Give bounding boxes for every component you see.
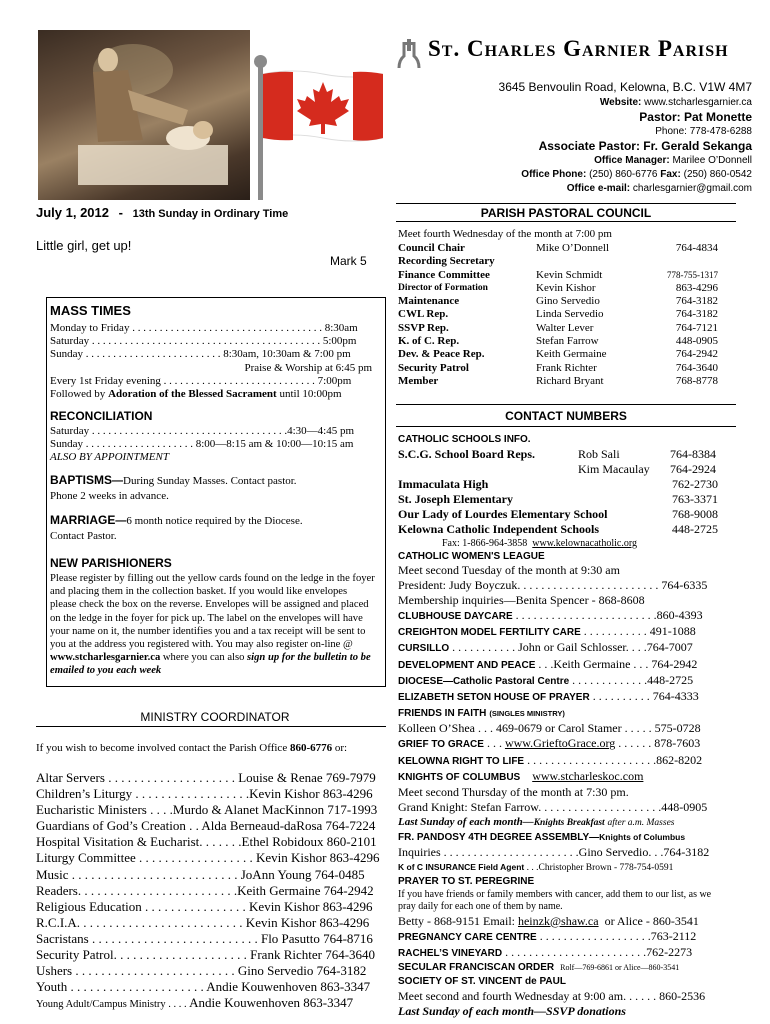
- grief-label: GRIEF TO GRACE: [398, 739, 484, 751]
- council-phone: 778-755-1317: [667, 269, 718, 280]
- cursillo-label: CURSILLO: [398, 643, 450, 655]
- cwl-membership: Membership inquiries—Benita Spencer - 868-8608: [398, 593, 645, 607]
- school-name: Kelowna Catholic Independent Schools: [398, 522, 600, 536]
- devpeace-row: [398, 657, 728, 673]
- email-link[interactable]: charlesgarnier@gmail.com: [632, 183, 752, 194]
- office-phone-line: [521, 169, 752, 180]
- pregnancy-phone: . . . . . . . . . . . . . . . . . . .763-2112: [536, 928, 697, 943]
- faith-row: [398, 705, 728, 721]
- office-manager-name: Marilee O’Donnell: [672, 155, 752, 166]
- secular-row: [398, 961, 728, 975]
- parishioners-site-link[interactable]: www.stcharlesgarnier.ca: [50, 652, 161, 664]
- council-name: [536, 255, 656, 268]
- mass-times-list: [50, 322, 372, 401]
- devpeace-label: DEVELOPMENT AND PEACE: [398, 659, 536, 671]
- ministry-intro: [36, 742, 347, 754]
- marriage-dash: —: [115, 515, 127, 527]
- mass-row-weekday: Monday to Friday . . . . . . . . . . . . . . . . . . . . . . . . . . . . . . . . . . . 8:30am: [50, 322, 358, 334]
- office-manager-label: Office Manager:: [594, 155, 670, 166]
- grief-site-link[interactable]: www.GrieftoGrace.org: [504, 736, 616, 751]
- pandosy-inquiries: Inquiries . . . . . . . . . . . . . . . . . . . . . . .Gino Servedio. . .764-3182: [398, 845, 710, 860]
- baptisms-dash: —: [112, 475, 124, 487]
- council-name: Frank Richter: [536, 361, 597, 374]
- peregrine-alice: or Alice - 860-3541: [604, 913, 699, 928]
- new-parishioners-title: NEW PARISHIONERS: [50, 556, 172, 570]
- mass-row-saturday: Saturday . . . . . . . . . . . . . . . . . . . . . . . . . . . . . . . . . . . . . . . . . . 5:00pm: [50, 335, 357, 348]
- school-name: Immaculata High: [398, 477, 489, 491]
- adoration-label: Adoration of the Blessed Sacrament: [108, 388, 277, 401]
- email-label: Office e-mail:: [566, 183, 631, 194]
- scg1-name: Rob Sali: [578, 447, 620, 461]
- council-role: Recording Secretary: [398, 255, 495, 268]
- school-name: St. Joseph Elementary: [398, 492, 513, 506]
- council-row: [398, 269, 718, 282]
- kofc-breakfast: [398, 815, 728, 830]
- marriage-text2: Contact Pastor.: [50, 530, 117, 542]
- adoration-pre: Followed by: [50, 388, 106, 401]
- council-rule: [396, 221, 736, 222]
- pastor-label: Pastor:: [639, 110, 681, 124]
- kofc-last-sunday: Last Sunday of each month—: [398, 816, 534, 829]
- peregrine-heading: PRAYER TO ST. PEREGRINE: [398, 875, 535, 887]
- ministry-row: Guardians of God’s Creation . . Alda Berneaud-daRosa 764-7224: [36, 818, 376, 834]
- kofc-label: KNIGHTS OF COLUMBUS: [398, 771, 521, 783]
- pastor-line: [639, 110, 752, 124]
- council-role: Finance Committee: [398, 268, 490, 281]
- council-phone: 764-3640: [675, 361, 718, 374]
- council-row: [398, 308, 718, 321]
- ministry-divider: [36, 726, 386, 727]
- secular-label: SECULAR FRANCISCAN ORDER: [398, 962, 555, 974]
- mass-row-praise: Praise & Worship at 6:45 pm: [244, 361, 372, 374]
- council-role: Security Patrol: [398, 361, 469, 374]
- pregnancy-label: PREGNANCY CARE CENTRE: [398, 931, 537, 943]
- assoc-pastor-label: Associate Pastor:: [538, 139, 640, 153]
- ministry-row: R.C.I.A. . . . . . . . . . . . . . . . . . . . . . . . . . Kevin Kishor 863-4296: [36, 914, 370, 930]
- council-name: Walter Lever: [536, 321, 594, 334]
- baptisms-text2: Phone 2 weeks in advance.: [50, 490, 169, 502]
- pandosy-sublabel: Knights of Columbus: [599, 832, 686, 843]
- clubhouse-label: CLUBHOUSE DAYCARE: [398, 611, 513, 622]
- cwl-president: President: Judy Boyczuk. . . . . . . . . . . . . . . . . . . . . . . . 764-6335: [398, 578, 708, 592]
- ministry-intro-phone: 860-6776: [289, 742, 333, 754]
- council-name: Kevin Schmidt: [536, 268, 603, 281]
- scg2-phone: 764-2924: [670, 462, 716, 476]
- parishioners-body2: where you can also: [162, 652, 245, 664]
- council-row: [398, 335, 718, 348]
- clubhouse-phone: . . . . . . . . . . . . . . . . . . . . . . . .860-4393: [512, 608, 703, 622]
- ministry-last-contact: Andie Kouwenhoven 863-3347: [189, 995, 354, 1011]
- svdp-meeting: Meet second and fourth Wednesday at 9:00 am. . . . . . 860-2536: [398, 989, 706, 1004]
- svdp-donations: Last Sunday of each month—SSVP donations: [398, 1004, 626, 1019]
- reconciliation-title: RECONCILIATION: [50, 409, 153, 423]
- council-row: [398, 295, 718, 308]
- contacts-list: [398, 433, 728, 1020]
- creighton-row: [398, 624, 728, 640]
- council-row: [398, 242, 718, 255]
- pandosy-label: FR. PANDOSY 4TH DEGREE ASSEMBLY—: [398, 832, 600, 844]
- council-phone: 863-4296: [675, 281, 718, 294]
- ministry-row: Music . . . . . . . . . . . . . . . . . . . . . . . . . . JoAnn Young 764-0485: [36, 866, 365, 882]
- kofc-insurance-agent: . . .Christopher Brown - 778-754-0591: [526, 862, 674, 873]
- ministry-intro-end: or:: [334, 742, 348, 754]
- school-row: [398, 507, 728, 522]
- council-row: [398, 255, 718, 268]
- kofc-row: [398, 769, 728, 785]
- ministry-row: Religious Education . . . . . . . . . . . . . . . . Kevin Kishor 863-4296: [36, 898, 373, 914]
- fax-number: (250) 860-0542: [683, 169, 752, 180]
- assoc-pastor-line: [539, 139, 752, 153]
- contacts-rule: [396, 426, 736, 427]
- school-phone: 763-3371: [672, 492, 718, 506]
- diocese-label: DIOCESE—Catholic Pastoral Centre: [398, 675, 570, 687]
- kofc-breakfast-note: after a.m. Masses: [607, 818, 675, 829]
- ministry-title: MINISTRY COORDINATOR: [140, 710, 290, 724]
- council-name: Mike O’Donnell: [536, 242, 610, 254]
- phone-line: Phone: 778-478-6288: [655, 126, 752, 137]
- school-row: [398, 477, 728, 492]
- canada-flag-icon: [263, 68, 383, 144]
- ministry-row: Youth . . . . . . . . . . . . . . . . . . . . . Andie Kouwenhoven 863-3347: [36, 979, 371, 995]
- rachel-label: RACHEL’S VINEYARD: [398, 948, 503, 960]
- reconciliation-saturday: Saturday . . . . . . . . . . . . . . . . . . . . . . . . . . . . . . . . . . . .4:30—4:45 pm: [50, 425, 355, 437]
- scg2-name: Kim Macaulay: [578, 462, 650, 476]
- scg1-phone: 764-8384: [670, 447, 716, 461]
- scg-reps-row2: [398, 462, 728, 477]
- parish-title: St. Charles Garnier Parish: [428, 36, 729, 61]
- parishioners-body: Please register by filling out the yellow cards found on the ledge in the foyer and placing them in the collection basket. If you would like envelopes please check the box on the reverse. Envelopes will be assigned and placed on the ledge in the foyer for pick up. The label on the envelopes will have your name on it, the number identifies you and a tax receipt will be sent to you at the address you registered with. You may also register on-line @: [50, 573, 375, 651]
- council-row: [398, 282, 718, 295]
- creighton-phone: . . . . . . . . . . . 491-1088: [580, 624, 696, 639]
- council-phone: 764-4834: [675, 242, 718, 254]
- council-row: [398, 375, 718, 388]
- mass-row-first-friday: Every 1st Friday evening . . . . . . . . . . . . . . . . . . . . . . . . . . . . 7:00pm: [50, 374, 352, 387]
- school-phone: 762-2730: [672, 477, 718, 491]
- ministry-intro-text: If you wish to become involved contact the Parish Office: [36, 742, 288, 754]
- devpeace-contact: . . .Keith Germaine . . . 764-2942: [535, 656, 698, 671]
- schools-fax-line: [398, 537, 728, 550]
- website-label: Website:: [599, 97, 642, 108]
- council-name: Kevin Kishor: [536, 281, 596, 294]
- email-line: [567, 183, 752, 194]
- seton-row: [398, 689, 728, 705]
- faith-label: FRIENDS IN FAITH: [398, 708, 487, 720]
- council-name: Gino Servedio: [536, 295, 600, 308]
- office-phone: (250) 860-6776: [589, 169, 658, 180]
- school-row: [398, 522, 728, 537]
- baptisms-title: BAPTISMS: [50, 473, 113, 487]
- fax-label: Fax:: [660, 169, 681, 180]
- pandosy-row: [398, 830, 728, 845]
- kofc-insurance-label: K of C INSURANCE Field Agent: [398, 861, 525, 872]
- ministry-row: Sacristans . . . . . . . . . . . . . . . . . . . . . . . . . . Flo Pasutto 764-8716: [36, 930, 373, 946]
- right-to-life-phone: . . . . . . . . . . . . . . . . . . . . . .862-8202: [524, 752, 703, 767]
- peregrine-contacts: [398, 914, 728, 929]
- peregrine-text: If you have friends or family members with cancer, add them to our list, as we pray daily for each one of them by name.: [398, 888, 712, 913]
- council-phone: [656, 255, 718, 268]
- school-name: Our Lady of Lourdes Elementary School: [398, 507, 608, 521]
- council-role: Member: [398, 374, 439, 387]
- scg-label: S.C.G. School Board Reps.: [398, 447, 536, 461]
- council-meeting: Meet fourth Wednesday of the month at 7:00 pm: [398, 228, 612, 240]
- assoc-pastor-name: Fr. Gerald Sekanga: [643, 139, 752, 153]
- date-dash: -: [118, 205, 123, 220]
- kofc-site-link[interactable]: www.stcharleskoc.com: [532, 768, 644, 783]
- date-line: [36, 205, 288, 220]
- website-link[interactable]: www.stcharlesgarnier.ca: [644, 97, 752, 108]
- council-role: Maintenance: [398, 295, 460, 308]
- council-row: [398, 348, 718, 361]
- mass-times-title: MASS TIMES: [50, 303, 131, 318]
- ministry-row-last: [36, 995, 386, 1013]
- ministry-row: Ushers . . . . . . . . . . . . . . . . . . . . . . . . . Gino Servedio 764-3182: [36, 963, 367, 979]
- adoration-post: until 10:00pm: [279, 388, 342, 401]
- grief-row: [398, 736, 728, 752]
- gospel-reference: Mark 5: [330, 254, 367, 268]
- scg-reps-row1: [398, 447, 728, 462]
- diocese-row: [398, 673, 728, 689]
- ministry-row: Children’s Liturgy . . . . . . . . . . . . . . . . . .Kevin Kishor 863-4296: [36, 786, 373, 802]
- schools-fax: Fax: 1-866-964-3858: [442, 538, 528, 549]
- council-phone: 764-2942: [675, 348, 718, 361]
- marriage-title: MARRIAGE: [50, 513, 116, 527]
- marriage-text: 6 month notice required by the Diocese.: [126, 515, 303, 527]
- parishioners-signup: sign up for the bulletin to be emailed to you each week: [50, 652, 371, 677]
- council-title: PARISH PASTORAL COUNCIL: [480, 206, 652, 220]
- kofc-breakfast-label: Knights Breakfast: [533, 818, 605, 829]
- cwl-meeting: Meet second Tuesday of the month at 9:30 am: [398, 563, 620, 577]
- reconciliation-appointment: ALSO BY APPOINTMENT: [50, 451, 169, 463]
- cursillo-row: [398, 640, 728, 656]
- council-name: Stefan Farrow: [536, 335, 599, 348]
- council-phone: 764-3182: [675, 295, 718, 308]
- council-name: Linda Servedio: [536, 308, 604, 321]
- school-row: [398, 492, 728, 507]
- ministry-row: Altar Servers . . . . . . . . . . . . . . . . . . . . Louise & Renae 769-7979: [36, 770, 376, 785]
- parish-address: 3645 Benvoulin Road, Kelowna, B.C. V1W 4M7: [498, 80, 752, 94]
- ministry-row: Liturgy Committee . . . . . . . . . . . . . . . . . . Kevin Kishor 863-4296: [36, 850, 380, 866]
- website-line: [600, 97, 752, 108]
- ministry-row: Eucharistic Ministers . . . .Murdo & Alanet MacKinnon 717-1993: [36, 802, 378, 818]
- school-phone: 448-2725: [672, 522, 718, 536]
- schools-heading: CATHOLIC SCHOOLS INFO.: [398, 434, 531, 445]
- right-to-life-label: KELOWNA RIGHT TO LIFE: [398, 755, 525, 767]
- grief-sep: . . .: [483, 736, 505, 751]
- secular-contacts: Rolf—769-6861 or Alice—860-3541: [560, 963, 680, 973]
- diocese-phone: . . . . . . . . . . . . .448-2725: [569, 672, 694, 687]
- faith-contacts: Kolleen O’Shea . . . 469-0679 or Carol Stamer . . . . . 575-0728: [398, 721, 701, 736]
- office-manager-line: [594, 155, 752, 166]
- cwl-heading: CATHOLIC WOMEN'S LEAGUE: [398, 551, 545, 562]
- ministry-row: Security Patrol. . . . . . . . . . . . . . . . . . . . . Frank Richter 764-3640: [36, 947, 376, 963]
- faith-sublabel: (SINGLES MINISTRY): [489, 709, 565, 719]
- pastor-name: Pat Monette: [683, 110, 752, 124]
- council-phone: 768-8778: [675, 374, 718, 387]
- reconciliation-list: [50, 425, 372, 464]
- council-role: Director of Formation: [398, 282, 488, 293]
- clubhouse-row: [398, 608, 728, 624]
- liturgical-sunday: 13th Sunday in Ordinary Time: [132, 208, 289, 220]
- council-role: SSVP Rep.: [398, 321, 449, 334]
- school-phone: 768-9008: [672, 507, 718, 521]
- council-name: Richard Bryant: [536, 374, 604, 387]
- council-phone: 764-3182: [675, 308, 718, 321]
- kofc-meeting: Meet second Thursday of the month at 7:30 pm.: [398, 785, 629, 800]
- council-role: Council Chair: [398, 242, 465, 254]
- peregrine-email-link[interactable]: heinzk@shaw.ca: [517, 913, 599, 928]
- kofc-insurance-row: [398, 861, 728, 875]
- schools-site-link[interactable]: www.kelownacatholic.org: [532, 538, 637, 549]
- rachel-phone: . . . . . . . . . . . . . . . . . . . . . . . .762-2273: [502, 945, 693, 960]
- council-role: CWL Rep.: [398, 308, 449, 321]
- baptisms-text: During Sunday Masses. Contact pastor.: [123, 475, 297, 487]
- council-row: [398, 322, 718, 335]
- seton-phone: . . . . . . . . . . 764-4333: [589, 689, 699, 704]
- bulletin-date: July 1, 2012: [36, 205, 109, 220]
- ministry-list: [36, 770, 386, 1013]
- council-role: K. of C. Rep.: [398, 335, 460, 348]
- office-phone-label: Office Phone:: [521, 169, 587, 180]
- gospel-quote: Little girl, get up!: [36, 238, 132, 253]
- parish-logo-icon: [396, 38, 422, 72]
- kofc-grand-knight: Grand Knight: Stefan Farrow. . . . . . . . . . . . . . . . . . . . .448-0905: [398, 800, 708, 815]
- marriage-line: [50, 513, 303, 527]
- peregrine-betty: Betty - 868-9151 Email:: [398, 913, 515, 928]
- ministry-last-label: Young Adult/Campus Ministry . . . .: [36, 999, 187, 1011]
- svdp-heading: SOCIETY OF ST. VINCENT de PAUL: [398, 976, 566, 988]
- council-phone: 764-7121: [675, 321, 718, 334]
- council-role: Dev. & Peace Rep.: [398, 348, 485, 361]
- council-row: [398, 362, 718, 375]
- creighton-label: CREIGHTON MODEL FERTILITY CARE: [398, 627, 581, 639]
- ministry-row: Readers. . . . . . . . . . . . . . . . . . . . . . . . .Keith Germaine 764-2942: [36, 882, 374, 898]
- contacts-top-rule: [396, 404, 736, 405]
- contacts-title: CONTACT NUMBERS: [505, 409, 627, 423]
- council-phone: 448-0905: [675, 335, 718, 348]
- council-table: [398, 242, 718, 388]
- new-parishioners-text: [50, 572, 376, 678]
- adoration-line: [50, 388, 372, 401]
- baptisms-line: [50, 473, 297, 487]
- seton-label: ELIZABETH SETON HOUSE OF PRAYER: [398, 692, 590, 704]
- grief-phone: . . . . . . 878-7603: [615, 736, 701, 751]
- cursillo-contact: . . . . . . . . . . . John or Gail Schlosser. . . .764-7007: [449, 640, 693, 655]
- mass-row-sunday: Sunday . . . . . . . . . . . . . . . . . . . . . . . . . 8:30am, 10:30am & 7:00 pm: [50, 348, 351, 361]
- reconciliation-sunday: Sunday . . . . . . . . . . . . . . . . . . . . 8:00—8:15 am & 10:00—10:15 am: [50, 438, 354, 450]
- pregnancy-row: [398, 929, 728, 945]
- religious-painting: [38, 30, 250, 200]
- council-name: Keith Germaine: [536, 348, 607, 361]
- ministry-row: Hospital Visitation & Eucharist. . . . . . .Ethel Robidoux 860-2101: [36, 834, 377, 850]
- rachel-row: [398, 945, 728, 961]
- right-to-life-row: [398, 753, 728, 769]
- council-top-rule: [396, 203, 736, 204]
